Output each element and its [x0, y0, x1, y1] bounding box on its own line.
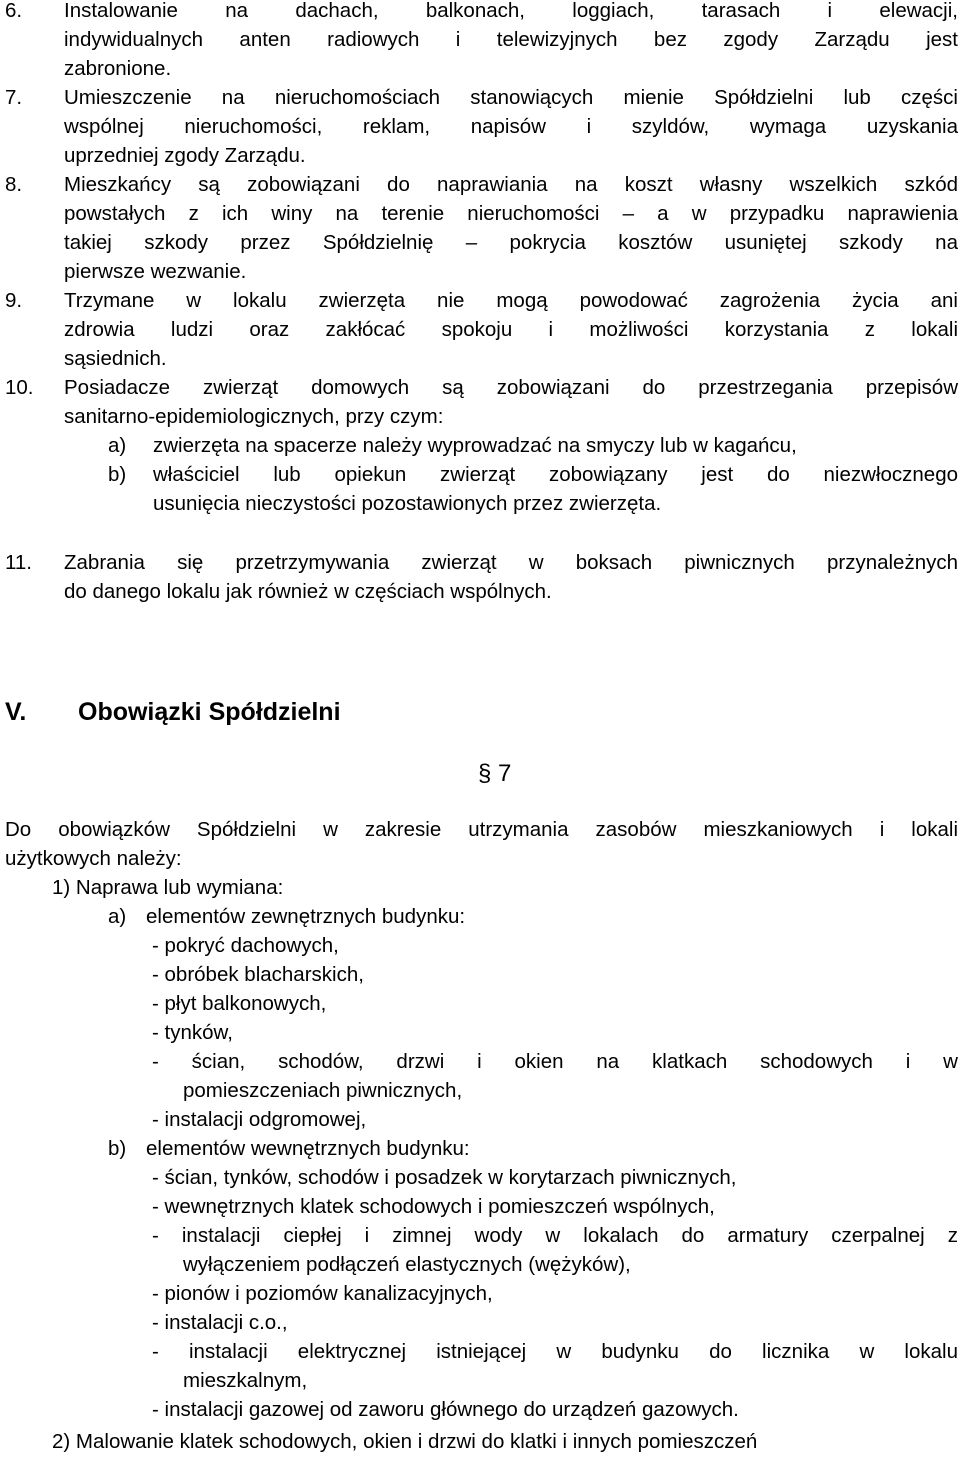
dash-item: - instalacji c.o.,: [152, 1311, 288, 1334]
dash-item: - wewnętrznych klatek schodowych i pomieszczeń wspólnych,: [152, 1195, 715, 1218]
list-item-2: 2) Malowanie klatek schodowych, okien i drzwi do klatki i innych pomieszczeń: [52, 1430, 758, 1453]
item-text: Instalowanie na dachach, balkonach, loggiach, tarasach i elewacji,: [64, 0, 958, 22]
item-text: powstałych z ich winy na terenie nieruchomości – a w przypadku naprawienia: [64, 202, 958, 225]
item-number: 8.: [5, 173, 23, 196]
sub-item-label: b): [108, 1137, 127, 1160]
dash-item: - instalacji ciepłej i zimnej wody w lokalach do armatury czerpalnej z: [152, 1224, 958, 1247]
dash-item: - instalacji gazowej od zaworu głównego do urządzeń gazowych.: [152, 1398, 739, 1421]
dash-item: - płyt balkonowych,: [152, 992, 327, 1015]
item-text: Zabrania się przetrzymywania zwierząt w boksach piwnicznych przynależnych: [64, 551, 958, 574]
item-text: do danego lokalu jak również w częściach wspólnych.: [64, 580, 552, 603]
intro-text: Do obowiązków Spółdzielni w zakresie utrzymania zasobów mieszkaniowych i lokali: [5, 818, 958, 841]
sub-item-text: zwierzęta na spacerze należy wyprowadzać na smyczy lub w kagańcu,: [153, 434, 797, 457]
dash-item: - instalacji odgromowej,: [152, 1108, 367, 1131]
dash-item: - pokryć dachowych,: [152, 934, 339, 957]
dash-item: - ścian, tynków, schodów i posadzek w korytarzach piwnicznych,: [152, 1166, 737, 1189]
item-text: pierwsze wezwanie.: [64, 260, 247, 283]
dash-item-continuation: wyłączeniem podłączeń elastycznych (wężyków),: [183, 1253, 631, 1276]
dash-item: - instalacji elektrycznej istniejącej w budynku do licznika w lokalu: [152, 1340, 958, 1363]
sub-item-text: elementów wewnętrznych budynku:: [146, 1137, 470, 1160]
item-number: 10.: [5, 376, 34, 399]
item-text: uprzedniej zgody Zarządu.: [64, 144, 306, 167]
sub-item-text: usunięcia nieczystości pozostawionych przez zwierzęta.: [153, 492, 662, 515]
section-number: V.: [5, 698, 27, 726]
item-text: zabronione.: [64, 57, 172, 80]
sub-item-text: właściciel lub opiekun zwierząt zobowiązany jest do niezwłocznego: [153, 463, 958, 486]
item-number: 11.: [5, 551, 32, 574]
item-text: sanitarno-epidemiologicznych, przy czym:: [64, 405, 444, 428]
dash-item: - obróbek blacharskich,: [152, 963, 364, 986]
sub-item-label: a): [108, 434, 127, 457]
item-text: indywidualnych anten radiowych i telewizyjnych bez zgody Zarządu jest: [64, 28, 958, 51]
list-item-1: 1) Naprawa lub wymiana:: [52, 876, 284, 899]
item-text: Trzymane w lokalu zwierzęta nie mogą powodować zagrożenia życia ani: [64, 289, 958, 312]
item-text: zdrowia ludzi oraz zakłócać spokoju i możliwości korzystania z lokali: [64, 318, 958, 341]
sub-item-label: b): [108, 463, 127, 486]
item-number: 6.: [5, 0, 23, 22]
item-text: wspólnej nieruchomości, reklam, napisów i szyldów, wymaga uzyskania: [64, 115, 958, 138]
section-title: Obowiązki Spółdzielni: [78, 698, 341, 726]
item-text: takiej szkody przez Spółdzielnię – pokrycia kosztów usuniętej szkody na: [64, 231, 958, 254]
sub-item-label: a): [108, 905, 127, 928]
dash-item-continuation: pomieszczeniach piwnicznych,: [183, 1079, 463, 1102]
item-text: Mieszkańcy są zobowiązani do naprawiania na koszt własny wszelkich szkód: [64, 173, 958, 196]
item-text: Umieszczenie na nieruchomościach stanowiących mienie Spółdzielni lub części: [64, 86, 958, 109]
intro-text: użytkowych należy:: [5, 847, 182, 870]
dash-item-continuation: mieszkalnym,: [183, 1369, 308, 1392]
item-number: 7.: [5, 86, 23, 109]
dash-item: - pionów i poziomów kanalizacyjnych,: [152, 1282, 493, 1305]
sub-item-text: elementów zewnętrznych budynku:: [146, 905, 466, 928]
dash-item: - ścian, schodów, drzwi i okien na klatkach schodowych i w: [152, 1050, 958, 1073]
item-number: 9.: [5, 289, 23, 312]
dash-item: - tynków,: [152, 1021, 233, 1044]
item-text: sąsiednich.: [64, 347, 167, 370]
item-text: Posiadacze zwierząt domowych są zobowiązani do przestrzegania przepisów: [64, 376, 958, 399]
paragraph-mark: § 7: [478, 760, 512, 787]
